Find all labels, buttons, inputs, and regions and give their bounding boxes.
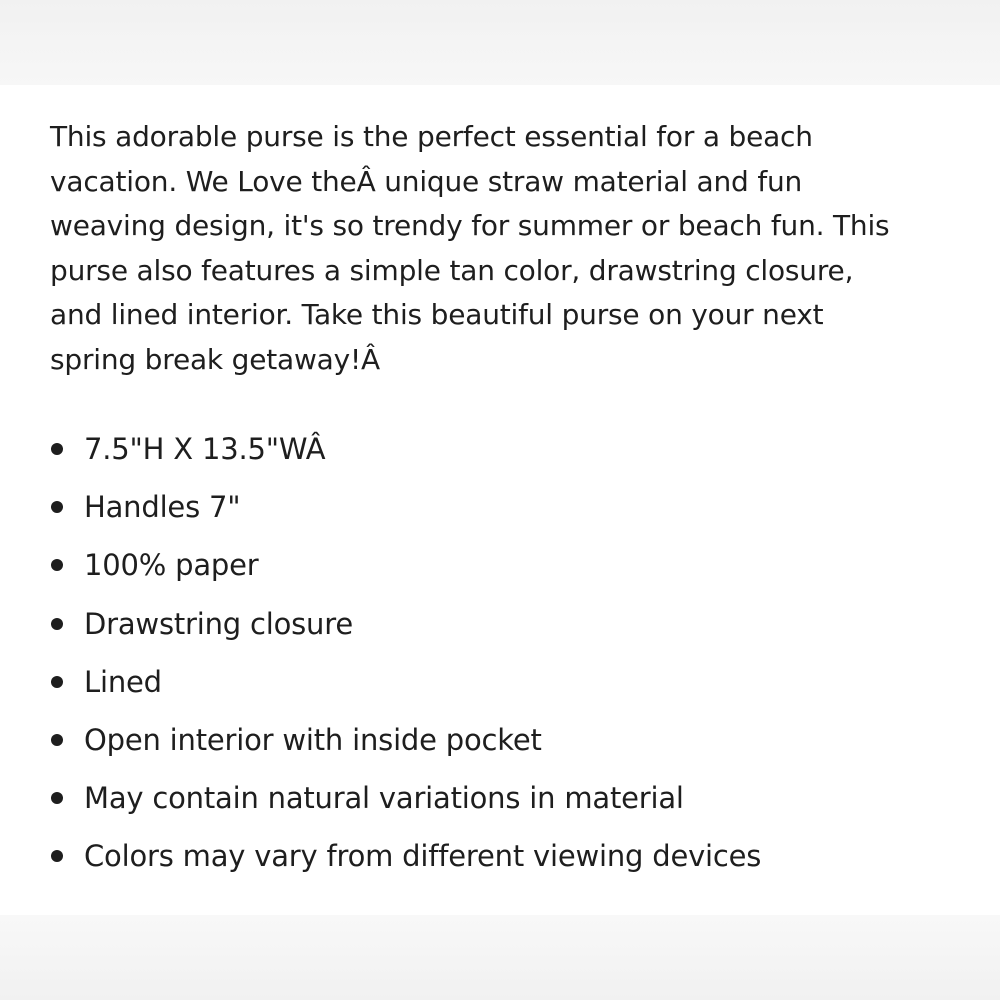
- list-item: [50, 420, 950, 478]
- description-line: purse also features a simple tan color, drawstring closure,: [50, 253, 854, 287]
- description-line: spring break getaway!Â: [50, 342, 380, 376]
- list-item: [50, 653, 950, 711]
- feature-text: Open interior with inside pocket: [84, 723, 542, 758]
- list-item: [50, 827, 950, 885]
- description-line: weaving design, it's so trendy for summer or beach fun. This: [50, 209, 890, 242]
- bottom-background-band: [0, 915, 1000, 1000]
- product-description: [50, 115, 950, 382]
- description-line: and lined interior. Take this beautiful purse on your next: [50, 298, 824, 331]
- bullet-icon: [51, 792, 63, 804]
- top-background-band: [0, 0, 1000, 85]
- feature-text: Drawstring closure: [84, 606, 353, 641]
- feature-text: May contain natural variations in material: [84, 781, 684, 816]
- feature-text: Colors may vary from different viewing devices: [84, 839, 762, 874]
- bullet-icon: [51, 559, 63, 571]
- bullet-icon: [51, 850, 63, 862]
- list-item: [50, 769, 950, 827]
- list-item: [50, 595, 950, 653]
- description-line: This adorable purse is the perfect essential for a beach: [50, 120, 813, 153]
- bullet-icon: [51, 618, 63, 630]
- list-item: [50, 536, 950, 594]
- bullet-icon: [51, 501, 63, 513]
- description-line: vacation. We Love theÂ unique straw material and fun: [50, 164, 803, 198]
- feature-text: 100% paper: [84, 548, 259, 583]
- feature-list: [50, 420, 950, 886]
- bullet-icon: [51, 734, 63, 746]
- list-item: [50, 478, 950, 536]
- feature-text: Lined: [84, 664, 162, 699]
- list-item: [50, 711, 950, 769]
- bullet-icon: [51, 443, 63, 455]
- feature-text: Handles 7": [84, 490, 241, 525]
- bullet-icon: [51, 676, 63, 688]
- feature-text: 7.5"H X 13.5"WÂ: [84, 432, 326, 467]
